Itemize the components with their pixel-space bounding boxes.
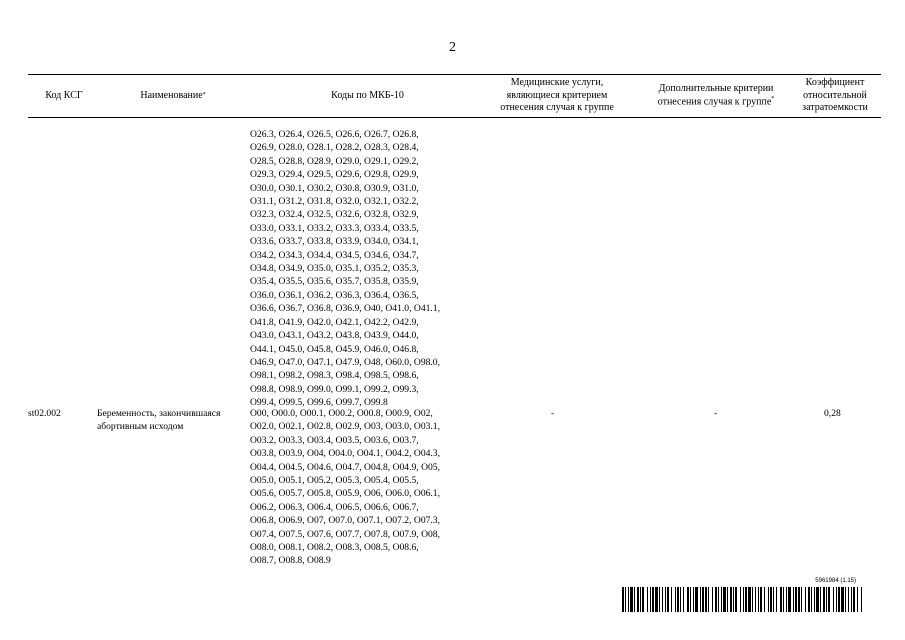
row-name [97,407,247,434]
header-mkb-text: Коды по МКБ-10 [331,89,404,101]
row-code: st02.002 [28,408,61,419]
header-coefficient [794,77,876,115]
row-name-line-2: абортивным исходом [97,421,184,433]
header-criteria-text: Дополнительные критерии отнесения случая к группе [657,83,774,108]
header-code-text: Код КСГ [45,89,83,101]
header-services-text: Медицинские услуги, являющиеся критерием отнесения случая к группе [500,77,614,114]
row-mkb-codes: О00, О00.0, О00.1, О00.2, О00.8, О00.9, О02, О02.0, О02.1, О02.8, О02.9, О03, О03.0, О03.1, О03.2, О03.3, О03.4, О03.5, О03.6, О03.7, О03.8, О03.9, О04, О04.0, О04.1, О04.2, О04.3, О04.4, О04.5, О04.6, О04.7, О04.8, О04.9, О05, О05.0, О05.1, О05.2, О05.3, О05.4, О05.5, О05.6, О05.7, О05.8, О05.9, О06, О06.0, О06.1, О06.2, О06.3, О06.4, О06.5, О06.6, О06.7, О06.8, О06.9, О07, О07.0, О07.1, О07.2, О07.3, О07.4, О07.5, О07.6, О07.7, О07.8, О07.9, О08, О08.0, О08.1, О08.2, О08.3, О08.5, О08.6, О08.7, О08.8, О08.9 [250,408,441,567]
row-criteria: - [714,408,718,419]
header-services [487,77,627,115]
header-coefficient-text: Коэффициент относительной затратоемкости [802,77,868,114]
header-name-text: Наименование [140,89,203,101]
header-name [108,77,238,115]
header-mkb [250,77,485,115]
row-name-line-1: Беременность, закончившаяся [97,408,221,419]
table-header-bottom-rule [28,117,881,118]
row-coefficient: 0,28 [824,408,841,419]
continued-mkb-codes: О26.3, О26.4, О26.5, О26.6, О26.7, О26.8, О26.9, О28.0, О28.1, О28.2, О28.3, О28.4, О28.5, О28.8, О28.9, О29.0, О29.1, О29.2, О29.3, О29.4, О29.5, О29.6, О29.8, О29.9, О30.0, О30.1, О30.2, О30.8, О30.9, О31.0, О31.1, О31.2, О31.8, О32.0, О32.1, О32.2, О32.3, О32.4, О32.5, О32.6, О32.8, О32.9, О33.0, О33.1, О33.2, О33.3, О33.4, О33.5, О33.6, О33.7, О33.8, О33.9, О34.0, О34.1, О34.2, О34.3, О34.4, О34.5, О34.6, О34.7, О34.8, О34.9, О35.0, О35.1, О35.2, О35.3, О35.4, О35.5, О35.6, О35.7, О35.8, О35.9, О36.0, О36.1, О36.2, О36.3, О36.4, О36.5, О36.6, О36.7, О36.8, О36.9, О40, О41.0, О41.1, О41.8, О41.9, О42.0, О42.1, О42.2, О42.9, О43.0, О43.1, О43.2, О43.8, О43.9, О44.0, О44.1, О45.0, О45.8, О45.9, О46.0, О46.8, О46.9, О47.0, О47.1, О47.9, О48, О60.0, О98.0, О98.1, О98.2, О98.3, О98.4, О98.5, О98.6, О98.8, О98.9, О99.0, О99.1, О99.2, О99.3, О99.4, О99.5, О99.6, О99.7, О99.8 [250,129,441,409]
barcode-bars [622,587,862,612]
header-code [28,77,100,115]
page-number: 2 [449,40,456,55]
barcode-label: 5961984 (1.15) [815,578,856,584]
header-criteria [642,77,790,115]
header-criteria-mark: * [771,95,775,102]
header-name-mark: * [202,92,206,99]
table-header-top-rule [28,74,881,75]
row-services: - [551,408,555,419]
barcode [622,578,862,612]
